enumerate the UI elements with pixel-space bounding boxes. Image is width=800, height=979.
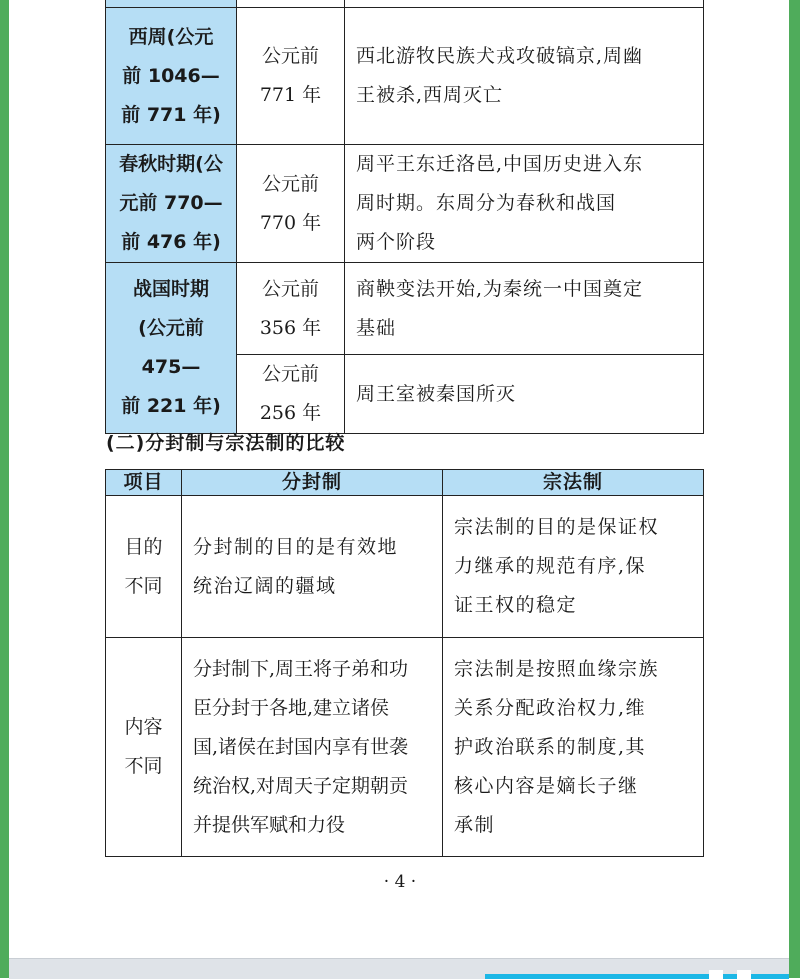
year-cell: 公元前 256 年: [237, 355, 345, 434]
year-cell: 公元前 770 年: [237, 145, 345, 263]
header-item: 项目: [106, 470, 182, 496]
table-header-row: [106, 0, 704, 8]
period-cell: 春秋时期(公 元前 770— 前 476 年): [106, 145, 237, 263]
history-events-table: [105, 0, 704, 434]
header-fengjian: 分封制: [182, 470, 443, 496]
fengjian-cell: 分封制下,周王将子弟和功 臣分封于各地,建立诸侯 国,诸侯在封国内享有世袭 统治权,对周天子定期朝贡 并提供军赋和力役: [182, 638, 443, 857]
year-cell: 公元前 356 年: [237, 263, 345, 355]
period-cell: 西周(公元 前 1046— 前 771 年): [106, 8, 237, 145]
table-row: [106, 496, 704, 638]
event-cell: 西北游牧民族犬戎攻破镐京,周幽 王被杀,西周灭亡: [345, 8, 704, 145]
table-row: [106, 8, 704, 145]
header-zongfa: 宗法制: [443, 470, 704, 496]
bottom-toolbar: [9, 958, 789, 979]
left-border: [0, 0, 9, 978]
table-row: [106, 145, 704, 263]
event-cell: 周王室被秦国所灭: [345, 355, 704, 434]
table-header-row: [106, 470, 704, 496]
section-title: (二)分封制与宗法制的比较: [106, 432, 346, 454]
table-row: [106, 263, 704, 355]
comparison-table: [105, 469, 704, 857]
item-cell: 目的 不同: [106, 496, 182, 638]
table-row: [106, 638, 704, 857]
zongfa-cell: 宗法制是按照血缘宗族 关系分配政治权力,维 护政治联系的制度,其 核心内容是嫡长子继 承制: [443, 638, 704, 857]
item-cell: 内容 不同: [106, 638, 182, 857]
zongfa-cell: 宗法制的目的是保证权 力继承的规范有序,保 证王权的稳定: [443, 496, 704, 638]
page-number: · 4 ·: [383, 872, 417, 892]
event-cell: 商鞅变法开始,为秦统一中国奠定 基础: [345, 263, 704, 355]
right-border: [789, 0, 800, 978]
event-cell: 周平王东迁洛邑,中国历史进入东 周时期。东周分为春秋和战国 两个阶段: [345, 145, 704, 263]
fengjian-cell: 分封制的目的是有效地 统治辽阔的疆域: [182, 496, 443, 638]
period-cell: 战国时期 (公元前 475— 前 221 年): [106, 263, 237, 434]
year-cell: 公元前 771 年: [237, 8, 345, 145]
